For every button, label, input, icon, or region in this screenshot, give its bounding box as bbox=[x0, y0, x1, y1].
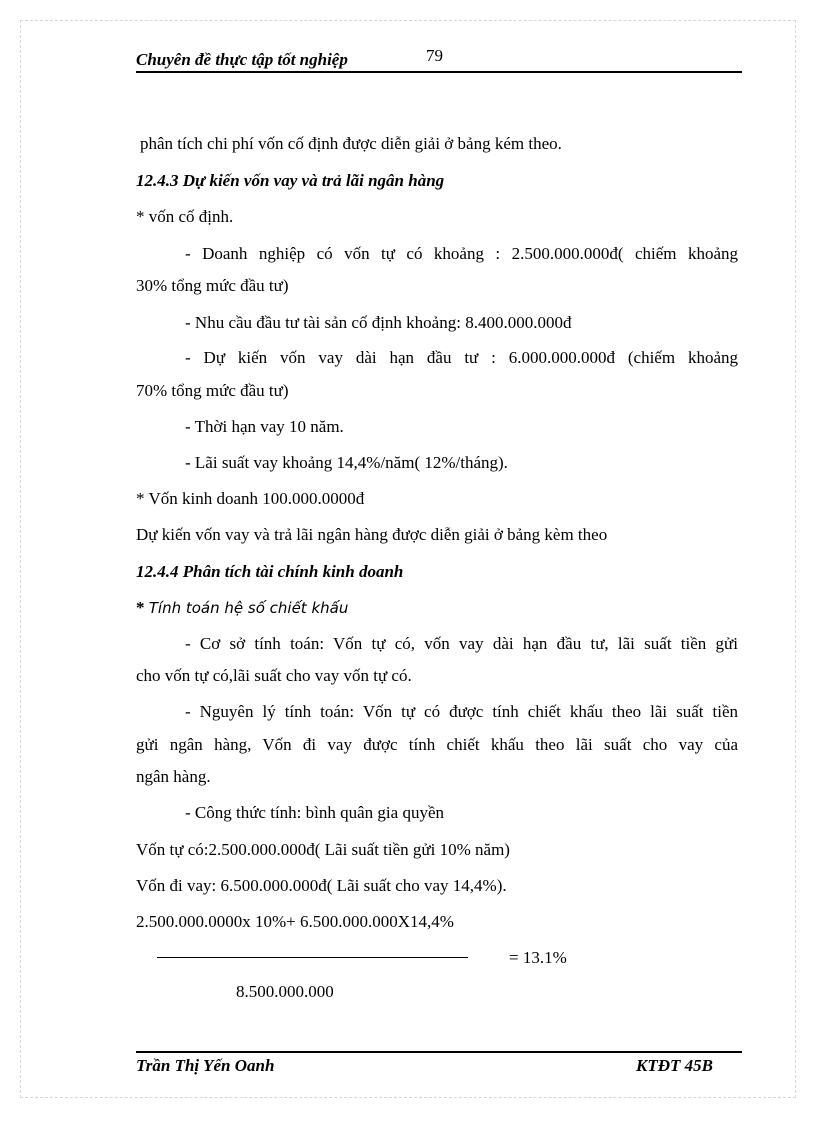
bullet-star: * bbox=[136, 598, 145, 617]
paragraph-line: Dự kiến vốn vay và trả lãi ngân hàng được diễn giải ở bảng kèm theo bbox=[136, 525, 608, 544]
paragraph-line: phân tích chi phí vốn cố định được diễn giải ở bảng kém theo. bbox=[140, 134, 562, 153]
header-rule bbox=[136, 71, 742, 73]
paragraph-line: - Nguyên lý tính toán: Vốn tự có được tính chiết khấu theo lãi suất tiền bbox=[185, 702, 738, 721]
footer-author: Trần Thị Yến Oanh bbox=[136, 1056, 275, 1075]
paragraph-line: - Doanh nghiệp có vốn tự có khoảng : 2.500.000.000đ( chiếm khoảng bbox=[185, 244, 738, 263]
paragraph-line: - Công thức tính: bình quân gia quyền bbox=[185, 803, 444, 822]
paragraph-line: Vốn đi vay: 6.500.000.000đ( Lãi suất cho vay 14,4%). bbox=[136, 876, 507, 895]
section-heading-12-4-3: 12.4.3 Dự kiến vốn vay và trả lãi ngân hàng bbox=[136, 171, 445, 190]
section-heading-12-4-4: 12.4.4 Phân tích tài chính kinh doanh bbox=[136, 562, 404, 581]
formula-result: = 13.1% bbox=[509, 948, 567, 967]
paragraph-line: Vốn tự có:2.500.000.000đ( Lãi suất tiền gửi 10% năm) bbox=[136, 840, 510, 859]
paragraph-line: * vốn cố định. bbox=[136, 207, 234, 226]
paragraph-line: ngân hàng. bbox=[136, 767, 211, 786]
paragraph-line: - Lãi suất vay khoảng 14,4%/năm( 12%/tháng). bbox=[185, 453, 508, 472]
formula-numerator: 2.500.000.0000x 10%+ 6.500.000.000X14,4% bbox=[136, 912, 454, 931]
paragraph-line: - Nhu cầu đầu tư tài sản cố định khoảng: 8.400.000.000đ bbox=[185, 313, 572, 332]
paragraph-line: * Vốn kinh doanh 100.000.0000đ bbox=[136, 489, 365, 508]
subheading-text: Tính toán hệ số chiết khấu bbox=[148, 599, 349, 617]
paragraph-line: - Thời hạn vay 10 năm. bbox=[185, 417, 344, 436]
paragraph-line: cho vốn tự có,lãi suất cho vay vốn tự có. bbox=[136, 666, 412, 685]
paragraph-line: - Cơ sở tính toán: Vốn tự có, vốn vay dài hạn đầu tư, lãi suất tiền gửi bbox=[185, 634, 738, 653]
formula-denominator: 8.500.000.000 bbox=[236, 982, 334, 1001]
paragraph-line: 30% tổng mức đầu tư) bbox=[136, 276, 289, 295]
footer-rule bbox=[136, 1051, 742, 1053]
paragraph-line: 70% tổng mức đầu tư) bbox=[136, 381, 289, 400]
subheading-discount-rate bbox=[136, 598, 348, 618]
header-title: Chuyên đề thực tập tốt nghiệp bbox=[136, 50, 348, 69]
footer-class: KTĐT 45B bbox=[636, 1056, 713, 1075]
page-number: 79 bbox=[426, 46, 443, 65]
paragraph-line: gửi ngân hàng, Vốn đi vay được tính chiết khấu theo lãi suất cho vay của bbox=[136, 735, 738, 754]
paragraph-line: - Dự kiến vốn vay dài hạn đầu tư : 6.000.000.000đ (chiếm khoảng bbox=[185, 348, 738, 367]
fraction-bar bbox=[157, 957, 468, 958]
page-header bbox=[136, 46, 742, 74]
